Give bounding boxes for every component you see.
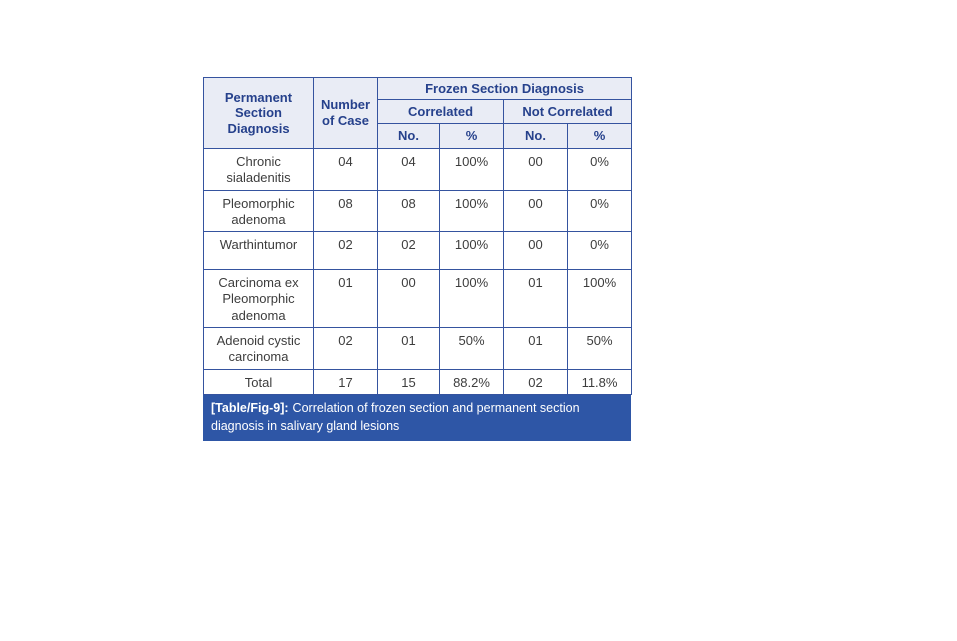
- header-correlated-no: No.: [378, 124, 440, 149]
- cell-not-correlated-no: 00: [504, 149, 568, 191]
- cell-diagnosis: Carcinoma ex Pleomorphic adenoma: [204, 270, 314, 328]
- cell-cases: 01: [314, 270, 378, 328]
- cell-not-correlated-pct: 100%: [568, 270, 632, 328]
- cell-cases: 02: [314, 232, 378, 270]
- cell-cases: 08: [314, 190, 378, 232]
- cell-not-correlated-pct: 50%: [568, 327, 632, 369]
- cell-cases: 17: [314, 369, 378, 394]
- cell-correlated-no: 00: [378, 270, 440, 328]
- cell-cases: 04: [314, 149, 378, 191]
- table-row: [204, 327, 632, 369]
- table-row: [204, 232, 632, 270]
- caption-bar: [203, 395, 631, 441]
- cell-diagnosis: Chronic sialadenitis: [204, 149, 314, 191]
- cell-diagnosis: Pleomorphic adenoma: [204, 190, 314, 232]
- cell-correlated-pct: 100%: [440, 232, 504, 270]
- cell-not-correlated-pct: 0%: [568, 149, 632, 191]
- cell-correlated-no: 02: [378, 232, 440, 270]
- cell-not-correlated-no: 01: [504, 327, 568, 369]
- header-permanent-section-diagnosis: Permanent Section Diagnosis: [204, 78, 314, 149]
- header-correlated-pct: %: [440, 124, 504, 149]
- cell-correlated-pct: 88.2%: [440, 369, 504, 394]
- table-row: [204, 270, 632, 328]
- cell-correlated-pct: 50%: [440, 327, 504, 369]
- caption-label: [Table/Fig-9]:: [211, 401, 289, 415]
- header-number-of-case: Number of Case: [314, 78, 378, 149]
- table-row: [204, 149, 632, 191]
- table-row-total: [204, 369, 632, 394]
- cell-cases: 02: [314, 327, 378, 369]
- header-not-correlated-no: No.: [504, 124, 568, 149]
- cell-correlated-no: 15: [378, 369, 440, 394]
- cell-diagnosis: Total: [204, 369, 314, 394]
- cell-not-correlated-no: 01: [504, 270, 568, 328]
- cell-correlated-pct: 100%: [440, 149, 504, 191]
- table-figure: [203, 77, 631, 441]
- cell-not-correlated-pct: 0%: [568, 232, 632, 270]
- cell-correlated-pct: 100%: [440, 190, 504, 232]
- header-frozen-section-diagnosis: Frozen Section Diagnosis: [378, 78, 632, 100]
- cell-not-correlated-no: 02: [504, 369, 568, 394]
- cell-diagnosis: Adenoid cystic carcinoma: [204, 327, 314, 369]
- frozen-section-table: [203, 77, 632, 395]
- cell-not-correlated-no: 00: [504, 232, 568, 270]
- cell-correlated-no: 01: [378, 327, 440, 369]
- cell-correlated-no: 04: [378, 149, 440, 191]
- cell-not-correlated-no: 00: [504, 190, 568, 232]
- caption-text: Correlation of frozen section and permanent section diagnosis in salivary gland lesions: [211, 401, 580, 433]
- cell-diagnosis: Warthintumor: [204, 232, 314, 270]
- header-correlated: Correlated: [378, 100, 504, 124]
- header-not-correlated-pct: %: [568, 124, 632, 149]
- header-not-correlated: Not Correlated: [504, 100, 632, 124]
- cell-correlated-no: 08: [378, 190, 440, 232]
- cell-not-correlated-pct: 11.8%: [568, 369, 632, 394]
- cell-correlated-pct: 100%: [440, 270, 504, 328]
- cell-not-correlated-pct: 0%: [568, 190, 632, 232]
- table-row: [204, 190, 632, 232]
